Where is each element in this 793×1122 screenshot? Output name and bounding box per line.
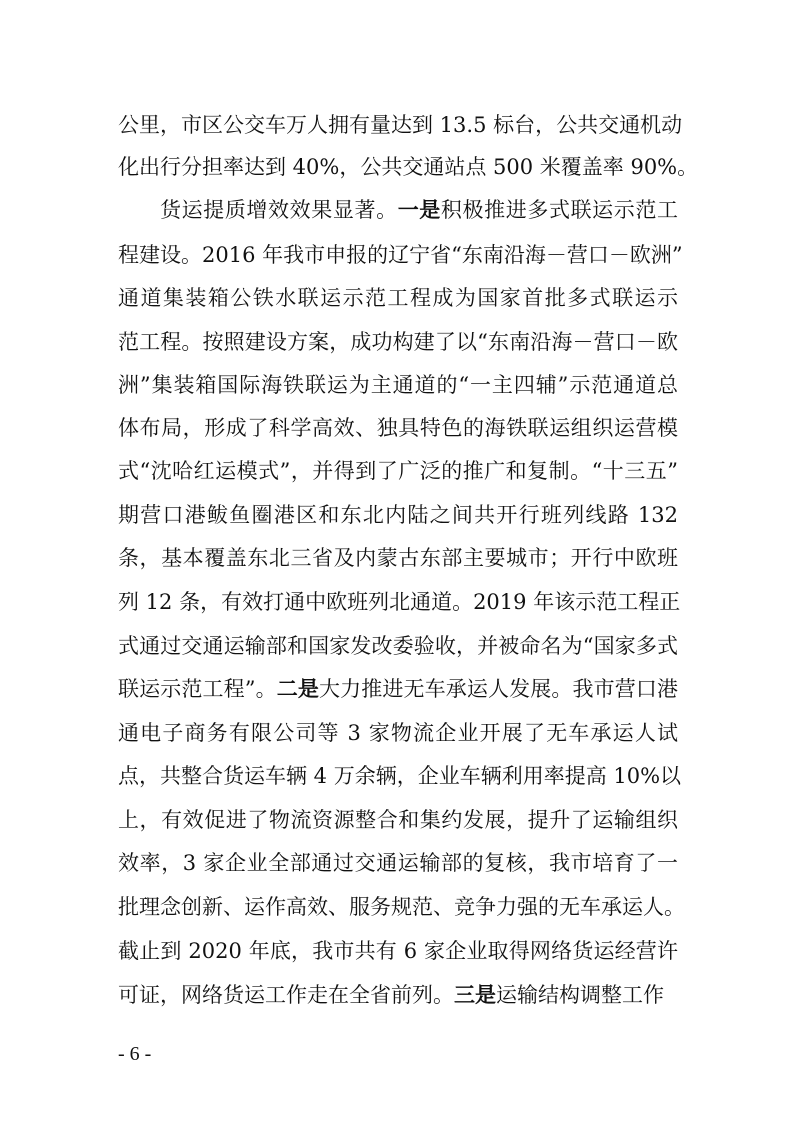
text-segment: 期营口港鲅鱼圈港区和东北内陆之间共开行班列线路 132	[118, 503, 678, 527]
text-segment: 公里，市区公交车万人拥有量达到 13.5 标台，公共交通机动	[118, 113, 683, 137]
text-segment: 截止到 2020 年底，我市共有 6 家企业取得网络货运经营许	[118, 939, 678, 963]
text-segment: 式“沈哈红运模式”，并得到了广泛的推广和复制。“十三五”	[118, 459, 678, 483]
text-line	[118, 631, 678, 661]
text-line	[118, 587, 681, 617]
text-segment: 货运提质增效效果显著。	[160, 198, 398, 222]
text-line	[118, 980, 678, 1010]
text-line	[118, 805, 678, 835]
text-segment: 洲”集装箱国际海铁联运为主通道的“一主四辅”示范通道总	[118, 373, 678, 397]
text-line	[118, 543, 678, 573]
text-line	[118, 892, 685, 922]
text-line	[160, 195, 678, 225]
text-segment: 体布局，形成了科学高效、独具特色的海铁联运组织运营模	[118, 416, 678, 440]
text-line	[118, 936, 678, 966]
text-segment: 大力推进无车承运人发展。我市营口港	[319, 677, 678, 701]
text-segment: 通道集装箱公铁水联运示范工程成为国家首批多式联运示	[118, 286, 678, 310]
text-segment: 运输结构调整工作	[496, 983, 664, 1007]
text-line	[118, 240, 683, 270]
text-line	[118, 413, 678, 443]
text-segment: 条，基本覆盖东北三省及内蒙古东部主要城市；开行中欧班	[118, 546, 678, 570]
text-segment: 式通过交通运输部和国家发改委验收，并被命名为“国家多式	[118, 634, 678, 658]
text-segment: 化出行分担率达到 40%，公共交通站点 500 米覆盖率 90%。	[118, 155, 699, 179]
bold-lead-phrase: 一是	[397, 197, 441, 222]
text-segment: 列 12 条，有效打通中欧班列北通道。2019 年该示范工程正	[118, 590, 681, 614]
text-line	[118, 761, 682, 791]
text-line	[118, 110, 683, 140]
text-line	[118, 500, 678, 530]
text-line	[118, 327, 678, 357]
text-segment: 联运示范工程”。	[118, 677, 277, 701]
text-segment: 可证，网络货运工作走在全省前列。	[118, 983, 454, 1007]
text-line	[118, 456, 678, 486]
text-segment: 范工程。按照建设方案，成功构建了以“东南沿海－营口－欧	[118, 330, 678, 354]
text-line	[118, 152, 699, 182]
text-line	[118, 674, 678, 704]
text-line	[118, 370, 678, 400]
text-segment: 积极推进多式联运示范工	[440, 198, 679, 222]
text-segment: 程建设。2016 年我市申报的辽宁省“东南沿海－营口－欧洲”	[118, 243, 683, 267]
text-line	[118, 718, 678, 748]
text-line	[118, 283, 678, 313]
text-segment: 批理念创新、运作高效、服务规范、竞争力强的无车承运人。	[118, 895, 685, 919]
bold-lead-phrase: 二是	[276, 676, 319, 701]
text-segment: 通电子商务有限公司等 3 家物流企业开展了无车承运人试	[118, 721, 678, 745]
text-segment: 点，共整合货运车辆 4 万余辆，企业车辆利用率提高 10%以	[118, 764, 682, 788]
text-line	[118, 848, 678, 878]
page-number: - 6 -	[118, 1043, 152, 1065]
bold-lead-phrase: 三是	[454, 982, 496, 1007]
text-segment: 效率，3 家企业全部通过交通运输部的复核，我市培育了一	[118, 851, 678, 875]
text-segment: 上，有效促进了物流资源整合和集约发展，提升了运输组织	[118, 808, 678, 832]
